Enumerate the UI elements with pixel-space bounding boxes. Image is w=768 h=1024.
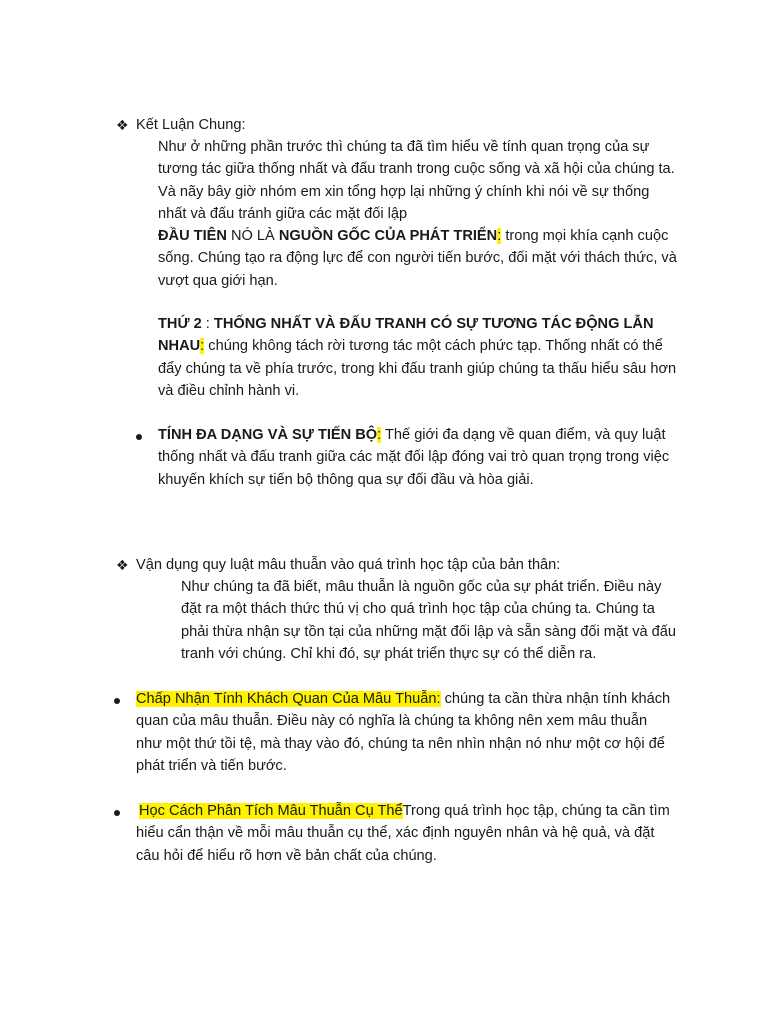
bullet-2-label: Học Cách Phân Tích Mâu Thuẫn Cụ Thể	[139, 803, 403, 819]
point-3-label: TÍNH ĐA DẠNG VÀ SỰ TIẾN BỘ	[158, 427, 378, 443]
bullet-1-text: chúng ta cần thừa nhận tính khách quan của mâu thuẫn. Điều này có nghĩa là chúng ta không nên xem mâu thuẫn như một thứ tồi tệ, mà thay vào đó, chúng ta nên nhìn nhận nó như một cơ hội để phát triển và tiến bước.	[136, 691, 671, 775]
bullet-2-text: Trong quá trình học tập, chúng ta cần tìm hiểu cẩn thận về mỗi mâu thuẫn cụ thể, xác định nguyên nhân và hệ quả, và đặt câu hỏi để hiểu rõ hơn về bản chất của chúng.	[136, 803, 670, 864]
point-2-sep: :	[201, 316, 214, 332]
bullet-1-label: Chấp Nhận Tính Khách Quan Của Mâu Thuẫn:	[136, 691, 441, 707]
round-bullet-icon	[114, 810, 120, 816]
point-1-label-b: NÓ LÀ	[226, 228, 279, 244]
section-heading-conclusion: Kết Luận Chung:	[136, 117, 246, 133]
point-3-colon: :	[377, 427, 382, 443]
round-bullet-icon	[136, 434, 142, 440]
conclusion-intro: Như ở những phần trước thì chúng ta đã tìm hiểu về tính quan trọng của sự tương tác giữa thống nhất và đấu tranh trong cuộc sống và xã hội của chúng ta. Và nãy bây giờ nhóm em xin tổng hợp lại những ý chính khi nói về sự thống nhất và đấu tránh giữa các mặt đối lập	[158, 139, 675, 223]
point-2-label-a: THỨ 2	[158, 316, 202, 332]
section-heading-application: Vận dụng quy luật mâu thuẫn vào quá trình học tập của bản thân:	[136, 557, 561, 573]
application-bullet-1	[136, 688, 676, 778]
conclusion-point-3	[158, 424, 678, 491]
conclusion-point-1	[158, 225, 678, 292]
conclusion-point-2	[158, 313, 678, 403]
point-2-colon: :	[200, 338, 205, 355]
point-3-text: Thế giới đa dạng về quan điểm, và quy luật thống nhất và đấu tranh giữa các mặt đối lập đóng vai trò quan trọng trong việc khuyến khích sự tiến bộ thông qua sự đối đầu và hòa giải.	[158, 427, 670, 488]
point-1-label-c: NGUỒN GỐC CỦA PHÁT TRIỂN	[278, 228, 498, 244]
application-bullet-2	[136, 800, 676, 867]
diamond-bullet-icon: ❖	[116, 557, 129, 573]
application-intro: Như chúng ta đã biết, mâu thuẫn là nguồn gốc của sự phát triển. Điều này đặt ra một thách thức thú vị cho quá trình học tập của chúng ta. Chúng ta phải thừa nhận sự tồn tại của những mặt đối lập và sẵn sàng đối mặt và đấu tranh với chúng. Chỉ khi đó, sự phát triển thực sự có thể diễn ra.	[181, 579, 677, 663]
point-1-colon: :	[497, 228, 502, 244]
point-1-text: trong mọi khía cạnh cuộc sống. Chúng tạo ra động lực để con người tiến bước, đối mặt với thách thức, và vượt qua giới hạn.	[158, 228, 677, 289]
diamond-bullet-icon: ❖	[116, 117, 129, 133]
point-2-label-b: THỐNG NHẤT VÀ ĐẤU TRANH CÓ SỰ TƯƠNG TÁC ĐỘNG LẪN NHAU	[158, 316, 654, 355]
point-1-label-a: ĐẦU TIÊN	[158, 228, 227, 244]
point-2-text: chúng không tách rời tương tác một cách phức tạp. Thống nhất có thể đẩy chúng ta về phía trước, trong khi đấu tranh giúp chúng ta thấu hiểu sâu hơn và điều chỉnh hành vi.	[158, 338, 677, 400]
round-bullet-icon	[114, 698, 120, 704]
